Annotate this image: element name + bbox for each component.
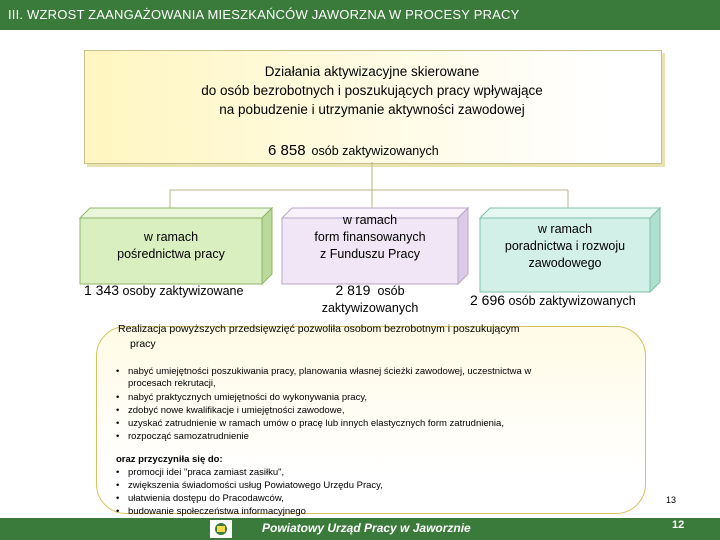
card-2-line-1: w ramach — [342, 213, 398, 227]
card-2-line-3: z Funduszu Pracy — [319, 247, 421, 261]
contribution-text: promocji idei "praca zamiast zasiłku", — [128, 467, 285, 478]
total-value: 6 858 — [268, 142, 306, 159]
slide-title: III. WZROST ZAANGAŻOWANIA MIESZKAŃCÓW JAWORZNA W PROCESY PRACY — [0, 0, 720, 30]
footer-office-name: Powiatowy Urząd Pracy w Jaworznie — [262, 521, 471, 535]
bullet-glyph: • — [116, 392, 120, 403]
card-1-stat-label: osoby zaktywizowane — [122, 284, 244, 298]
contribution-text: zwiększenia świadomości usług Powiatowego Urzędu Pracy, — [128, 480, 383, 491]
card-1-line-2: pośrednictwa pracy — [117, 247, 225, 261]
slide-number: 13 — [666, 495, 677, 505]
card-2-stat — [300, 282, 440, 317]
card-3-line-3: zawodowego — [528, 256, 602, 270]
contribution-text: budowanie społeczeństwa informacyjnego — [128, 506, 306, 517]
bullet-glyph: • — [116, 431, 120, 442]
outcome-item — [116, 405, 345, 418]
card-1-stat — [84, 282, 243, 298]
card-2-label — [282, 212, 458, 263]
bullet-glyph: • — [116, 467, 120, 478]
bullet-glyph: • — [116, 418, 120, 429]
card-2-stat-value: 2 819 — [335, 282, 371, 298]
outcome-item-continuation — [128, 378, 216, 391]
contribution-item — [116, 493, 284, 506]
summary-line-2: do osób bezrobotnych i poszukujących pracy wpływające — [201, 83, 543, 98]
card-2-stat-label-2: zaktywizowanych — [321, 301, 419, 315]
card-1-label — [80, 229, 262, 263]
card-1-stat-value: 1 343 — [84, 282, 120, 298]
outcome-text: rozpocząć samozatrudnienie — [128, 431, 249, 442]
outcome-text: zdobyć nowe kwalifikacje i umiejętności zawodowe, — [128, 405, 345, 416]
total-label: osób zaktywizowanych — [311, 144, 439, 158]
outcomes-intro-line-1: Realizacja powyższych przedsięwzięć pozwoliła osobom bezrobotnym i poszukującym — [118, 323, 520, 335]
logo-icon — [210, 520, 232, 538]
bullet-glyph: • — [116, 480, 120, 491]
card-2-stat-label: osób — [377, 284, 405, 298]
card-3-stat-label: osób zaktywizowanych — [508, 294, 636, 308]
card-1-line-1: w ramach — [143, 230, 199, 244]
card-3-stat-value: 2 696 — [470, 292, 506, 308]
summary-line-1: Działania aktywizacyjne skierowane — [264, 64, 480, 79]
summary-line-3: na pobudzenie i utrzymanie aktywności zawodowej — [219, 102, 525, 117]
card-2-line-2: form finansowanych — [314, 230, 426, 244]
outcome-text: uzyskać zatrudnienie w ramach umów o pracę lub innych elastycznych form zatrudnienia, — [128, 418, 504, 429]
card-3-line-1: w ramach — [537, 222, 593, 236]
card-3-label — [480, 221, 650, 272]
outcome-item — [116, 392, 367, 405]
outcome-text: procesach rekrutacji, — [128, 378, 216, 389]
outcome-text: nabyć praktycznych umiejętności do wykonywania pracy, — [128, 392, 368, 403]
outcome-text: nabyć umiejętności poszukiwania pracy, planowania własnej ścieżki zawodowej, uczestnictwa w — [128, 366, 532, 377]
contribution-item — [116, 506, 306, 519]
bullet-glyph: • — [116, 506, 120, 517]
contribution-item — [116, 480, 383, 493]
outcome-item — [116, 366, 531, 379]
bullet-glyph: • — [116, 493, 120, 504]
contribution-heading: oraz przyczyniła się do: — [116, 454, 223, 465]
contribution-item — [116, 467, 284, 480]
outcome-item — [116, 431, 249, 444]
outcome-item — [116, 418, 504, 431]
outcomes-intro-line-2: pracy — [130, 338, 156, 350]
bullet-glyph: • — [116, 405, 120, 416]
contribution-text: ułatwienia dostępu do Pracodawców, — [128, 493, 284, 504]
bullet-glyph: • — [116, 366, 120, 377]
outcomes-intro — [118, 322, 520, 352]
page-number: 12 — [672, 519, 685, 531]
card-3-line-2: poradnictwa i rozwoju — [504, 239, 626, 253]
card-3-stat — [470, 292, 636, 308]
